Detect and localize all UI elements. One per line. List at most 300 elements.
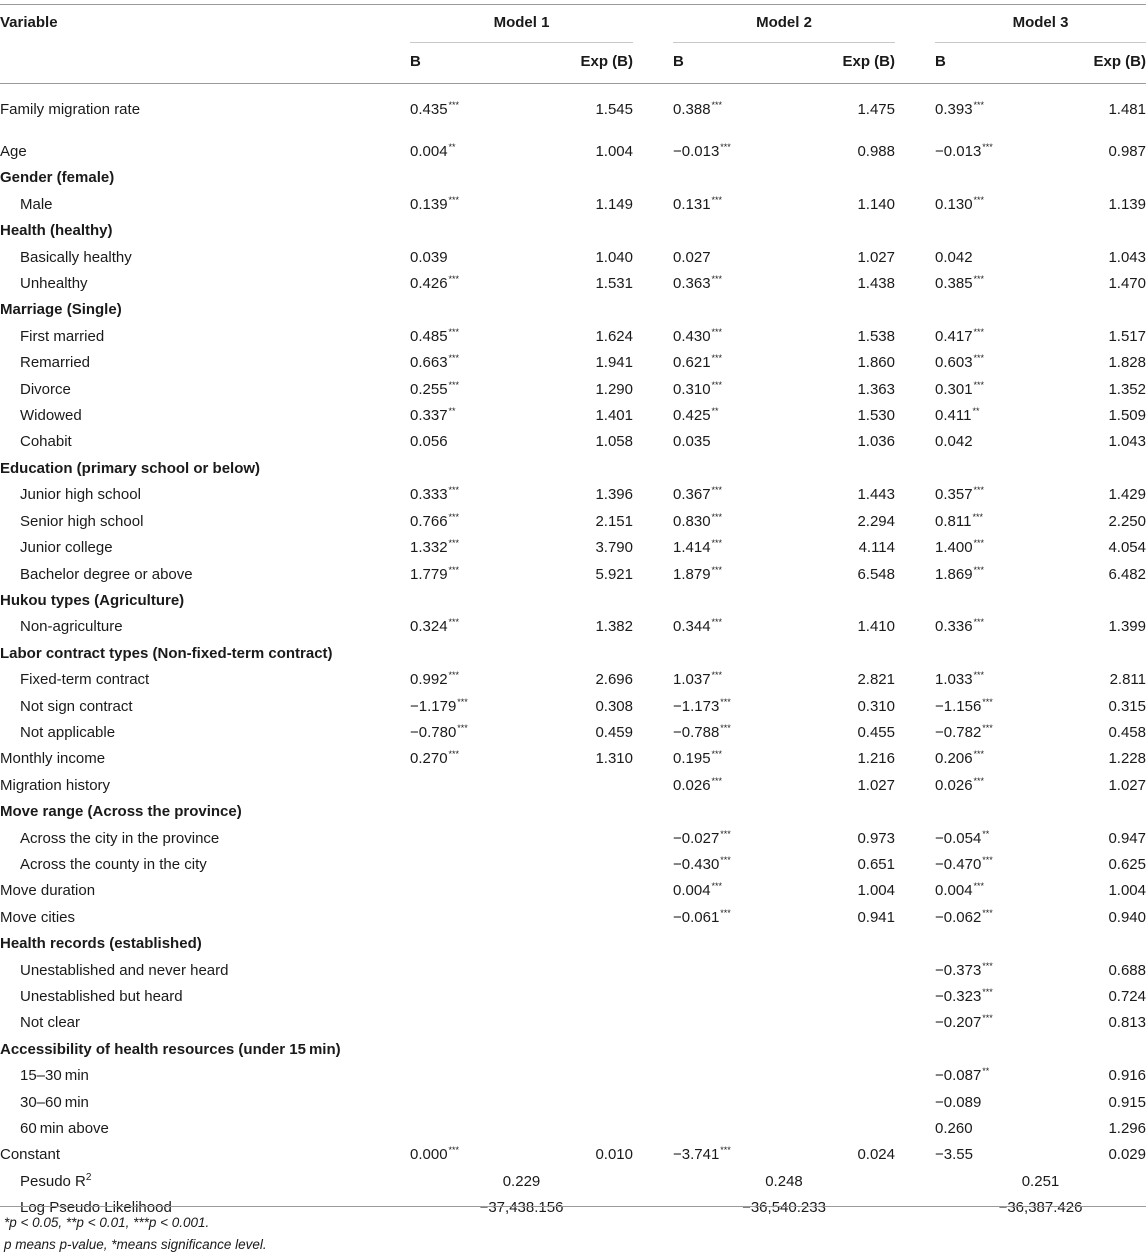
odds-ratio-value: 1.027 <box>857 248 895 266</box>
significance-stars: ** <box>982 1066 990 1077</box>
group-header-row <box>0 1037 1146 1063</box>
variable-label: Junior college <box>20 539 113 557</box>
model-1-exp-cell <box>540 377 633 403</box>
coefficient-value: 0.004 <box>410 143 448 160</box>
odds-ratio-value: 1.624 <box>595 327 633 345</box>
table-row <box>0 694 1146 720</box>
coefficient-value: 1.414 <box>673 539 711 557</box>
significance-stars: *** <box>448 353 460 364</box>
model-1-b-cell <box>410 588 540 614</box>
model-2-b-cell <box>673 1010 803 1036</box>
variable-label: Constant <box>0 1146 61 1164</box>
variable-label: Senior high school <box>20 512 144 530</box>
coefficient-value: −0.061 <box>673 908 720 926</box>
model-1-b-cell <box>410 773 540 799</box>
variable-label: Basically healthy <box>20 248 132 266</box>
model-1-exp-cell <box>540 984 633 1010</box>
table-row <box>0 826 1146 852</box>
model-3-exp-cell <box>1065 377 1146 403</box>
variable-label: Cohabit <box>20 433 72 451</box>
model-2-b-cell <box>673 429 803 455</box>
significance-stars: *** <box>711 775 723 786</box>
model-1-exp-cell <box>540 694 633 720</box>
model-3-b-cell <box>935 799 1065 825</box>
model-3-exp-cell <box>1065 614 1146 640</box>
model-2-b-cell <box>673 799 803 825</box>
group-label: Marriage (Single) <box>0 301 122 319</box>
coefficient-value: −0.373 <box>935 961 982 979</box>
odds-ratio-value: 1.139 <box>1108 195 1146 213</box>
model-2-exp-cell <box>803 562 895 588</box>
model-2-exp-cell <box>803 588 895 614</box>
significance-stars: *** <box>711 670 723 681</box>
significance-stars: *** <box>720 696 731 707</box>
significance-stars: *** <box>448 379 460 390</box>
regression-table <box>0 4 1146 1222</box>
table-row <box>0 878 1146 904</box>
footnote-meaning: p means p-value, *means significance level. <box>4 1237 267 1252</box>
coefficient-value: 0.026 <box>935 776 973 794</box>
significance-stars: *** <box>448 100 460 110</box>
significance-stars: *** <box>973 379 985 390</box>
odds-ratio-value: 1.296 <box>1108 1120 1146 1138</box>
model-2-b-cell <box>673 1037 803 1063</box>
significance-stars: *** <box>973 100 985 110</box>
coefficient-value: 0.363 <box>673 275 711 293</box>
coefficient-value: 1.033 <box>935 671 973 689</box>
model-2-exp-cell <box>803 1037 895 1063</box>
model-3-exp-cell <box>1065 324 1146 350</box>
table-row <box>0 1010 1146 1036</box>
odds-ratio-value: 1.438 <box>857 275 895 293</box>
odds-ratio-value: 0.973 <box>857 829 895 847</box>
model-1-b-cell <box>410 641 540 667</box>
model-3-exp-cell <box>1065 1010 1146 1036</box>
variable-label: 60 min above <box>20 1120 109 1138</box>
variable-label: Unestablished and never heard <box>20 961 229 979</box>
significance-stars: *** <box>711 749 723 760</box>
model-1-exp-cell <box>540 1116 633 1142</box>
model-3-exp-header: Exp (B) <box>1065 43 1146 82</box>
odds-ratio-value: 1.530 <box>857 407 895 425</box>
coefficient-value: 0.035 <box>673 433 711 451</box>
odds-ratio-value: 1.140 <box>857 195 895 213</box>
coefficient-value: 1.400 <box>935 539 973 557</box>
footnote-significance: *p < 0.05, **p < 0.01, ***p < 0.001. <box>4 1215 210 1230</box>
model-1-exp-cell <box>540 905 633 931</box>
model-2-b-cell <box>673 878 803 904</box>
model-2-exp-cell <box>803 694 895 720</box>
model-3-b-cell <box>935 720 1065 746</box>
model-header-row <box>0 4 1146 43</box>
model-1-b-cell <box>410 852 540 878</box>
significance-stars: *** <box>972 511 983 522</box>
table-row <box>0 1063 1146 1089</box>
fit-label-text: Pesudo R <box>20 1172 86 1190</box>
coefficient-value: 0.385 <box>935 275 973 293</box>
model-3-exp-cell <box>1065 429 1146 455</box>
coefficient-value: −0.207 <box>935 1014 982 1032</box>
model-3-exp-cell <box>1065 1090 1146 1116</box>
model-1-exp-cell <box>540 245 633 271</box>
model-2-exp-cell <box>803 931 895 957</box>
significance-stars: *** <box>711 326 723 337</box>
model-3-exp-cell <box>1065 271 1146 297</box>
model-2-b-cell <box>673 297 803 323</box>
odds-ratio-value: 1.004 <box>595 143 633 160</box>
model-1-b-cell <box>410 456 540 482</box>
significance-stars: ** <box>972 406 980 417</box>
model-1-exp-cell <box>540 1063 633 1089</box>
fit-label-superscript: 2 <box>85 1171 92 1183</box>
model-3-exp-cell <box>1065 641 1146 667</box>
model-3-exp-cell <box>1065 1037 1146 1063</box>
model-1-b-cell <box>410 297 540 323</box>
significance-stars: *** <box>982 696 993 707</box>
group-label: Health (healthy) <box>0 222 113 240</box>
model-fit-row <box>0 1169 1146 1195</box>
significance-stars: *** <box>448 485 460 496</box>
model-1-b-cell <box>410 165 540 191</box>
significance-stars: *** <box>711 511 723 522</box>
group-header-row <box>0 588 1146 614</box>
model-2-b-cell <box>673 245 803 271</box>
model-2-exp-cell <box>803 81 895 139</box>
coefficient-value: −1.179 <box>410 697 457 715</box>
variable-label: Fixed-term contract <box>20 671 150 689</box>
model-1-exp-cell <box>540 720 633 746</box>
model-3-exp-cell <box>1065 350 1146 376</box>
variable-header: Variable <box>0 14 58 32</box>
model-2-exp-cell <box>803 377 895 403</box>
model-3-b-cell <box>935 667 1065 693</box>
odds-ratio-value: 6.482 <box>1108 565 1146 583</box>
odds-ratio-value: 0.987 <box>1108 143 1146 160</box>
coefficient-value: 0.004 <box>673 882 711 900</box>
model-3-exp-cell <box>1065 826 1146 852</box>
model-3-b-cell <box>935 1010 1065 1036</box>
odds-ratio-value: 1.058 <box>595 433 633 451</box>
coefficient-value: 0.337 <box>410 407 448 425</box>
odds-ratio-value: 1.027 <box>857 776 895 794</box>
coefficient-value: 0.255 <box>410 380 448 398</box>
table-row <box>0 614 1146 640</box>
coefficient-value: 1.779 <box>410 565 448 583</box>
coefficient-value: 0.663 <box>410 354 448 372</box>
model-1-exp-cell <box>540 456 633 482</box>
model-2-exp-cell <box>803 852 895 878</box>
model-2-b-cell <box>673 641 803 667</box>
model-2-b-cell <box>673 1116 803 1142</box>
model-1-b-cell <box>410 403 540 429</box>
significance-stars: *** <box>711 538 723 549</box>
table-row <box>0 1142 1146 1168</box>
significance-stars: *** <box>711 564 723 575</box>
coefficient-value: 0.992 <box>410 671 448 689</box>
odds-ratio-value: 1.352 <box>1108 380 1146 398</box>
significance-stars: *** <box>720 854 731 865</box>
odds-ratio-value: 0.310 <box>857 697 895 715</box>
odds-ratio-value: 1.410 <box>857 618 895 636</box>
table-row <box>0 482 1146 508</box>
model-1-b-cell <box>410 562 540 588</box>
odds-ratio-value: 0.724 <box>1108 988 1146 1005</box>
odds-ratio-value: 0.813 <box>1108 1014 1146 1032</box>
model-3-fit-value: −36,387.426 <box>998 1199 1083 1217</box>
significance-stars: *** <box>448 564 460 575</box>
coefficient-value: 0.425 <box>673 407 711 425</box>
model-2-b-cell <box>673 192 803 218</box>
model-1-exp-cell <box>540 271 633 297</box>
coefficient-value: 0.131 <box>673 195 711 213</box>
group-header-row <box>0 931 1146 957</box>
bottom-rule <box>0 1206 1146 1207</box>
significance-stars: *** <box>973 274 985 285</box>
fit-label-text: Log Pseudo Likelihood <box>20 1199 172 1217</box>
model-2-b-cell <box>673 403 803 429</box>
table-row <box>0 192 1146 218</box>
model-2-exp-cell <box>803 297 895 323</box>
model-3-exp-cell <box>1065 562 1146 588</box>
model-1-b-cell <box>410 81 540 139</box>
coefficient-value: 0.417 <box>935 327 973 345</box>
model-3-exp-cell <box>1065 588 1146 614</box>
model-3-exp-cell <box>1065 509 1146 535</box>
odds-ratio-value: 6.548 <box>857 565 895 583</box>
odds-ratio-value: 0.916 <box>1108 1067 1146 1085</box>
variable-label: Not clear <box>20 1014 81 1032</box>
coefficient-value: 0.336 <box>935 618 973 636</box>
model-2-exp-cell <box>803 826 895 852</box>
model-3-exp-cell <box>1065 218 1146 244</box>
odds-ratio-value: 1.828 <box>1108 354 1146 372</box>
coefficient-value: 0.027 <box>673 248 711 266</box>
odds-ratio-value: 1.310 <box>595 750 633 768</box>
model-2-b-cell <box>673 509 803 535</box>
coefficient-value: −1.156 <box>935 697 982 715</box>
model-3-exp-cell <box>1065 720 1146 746</box>
model-3-b-cell <box>935 535 1065 561</box>
model-2-exp-cell <box>803 482 895 508</box>
variable-label: First married <box>20 327 105 345</box>
model-3-b-cell <box>935 773 1065 799</box>
model-1-b-cell <box>410 1037 540 1063</box>
model-3-b-cell <box>935 456 1065 482</box>
model-3-b-cell <box>935 826 1065 852</box>
coefficient-value: 0.270 <box>410 750 448 768</box>
odds-ratio-value: 1.475 <box>857 101 895 118</box>
odds-ratio-value: 0.308 <box>595 697 633 715</box>
column-header-row <box>0 43 1146 82</box>
odds-ratio-value: 1.004 <box>1108 882 1146 900</box>
model-1-exp-cell <box>540 746 633 772</box>
model-2-exp-cell <box>803 192 895 218</box>
model-1-b-cell <box>410 931 540 957</box>
odds-ratio-value: 1.470 <box>1108 275 1146 293</box>
model-1-b-cell <box>410 429 540 455</box>
model-2-exp-cell <box>803 271 895 297</box>
model-3-exp-cell <box>1065 482 1146 508</box>
odds-ratio-value: 1.290 <box>595 380 633 398</box>
model-1-exp-cell <box>540 1010 633 1036</box>
table-row <box>0 245 1146 271</box>
model-3-b-cell <box>935 192 1065 218</box>
significance-stars: *** <box>448 511 460 522</box>
variable-label: Widowed <box>20 407 82 425</box>
significance-stars: *** <box>720 142 731 152</box>
model-3-exp-cell <box>1065 403 1146 429</box>
odds-ratio-value: 1.363 <box>857 380 895 398</box>
model-1-b-cell <box>410 984 540 1010</box>
model-1-exp-cell <box>540 297 633 323</box>
significance-stars: *** <box>711 274 723 285</box>
odds-ratio-value: 4.114 <box>858 539 895 557</box>
coefficient-value: 0.367 <box>673 486 711 504</box>
model-2-b-cell <box>673 852 803 878</box>
odds-ratio-value: 0.010 <box>595 1146 633 1164</box>
coefficient-value: −0.782 <box>935 723 982 741</box>
model-2-exp-cell <box>803 456 895 482</box>
table-row <box>0 535 1146 561</box>
coefficient-value: 0.485 <box>410 327 448 345</box>
significance-stars: *** <box>711 379 723 390</box>
coefficient-value: −0.430 <box>673 855 720 873</box>
model-3-exp-cell <box>1065 773 1146 799</box>
variable-label: Move cities <box>0 908 76 926</box>
model-1-fit-value: −37,438.156 <box>479 1199 564 1217</box>
odds-ratio-value: 2.821 <box>857 671 895 689</box>
model-3-b-header: B <box>935 43 1065 82</box>
odds-ratio-value: 1.040 <box>595 248 633 266</box>
odds-ratio-value: 1.538 <box>857 327 895 345</box>
significance-stars: *** <box>982 907 993 918</box>
variable-label: Monthly income <box>0 750 106 768</box>
coefficient-value: 0.357 <box>935 486 973 504</box>
odds-ratio-value: 1.443 <box>857 486 895 504</box>
significance-stars: *** <box>720 907 731 918</box>
odds-ratio-value: 0.941 <box>857 908 895 926</box>
model-3-b-cell <box>935 429 1065 455</box>
odds-ratio-value: 1.429 <box>1108 486 1146 504</box>
coefficient-value: 0.324 <box>410 618 448 636</box>
model-3-exp-cell <box>1065 878 1146 904</box>
model-2-exp-cell <box>803 720 895 746</box>
table-row <box>0 271 1146 297</box>
model-2-exp-cell <box>803 878 895 904</box>
coefficient-value: 0.830 <box>673 512 711 530</box>
model-2-exp-cell <box>803 535 895 561</box>
table-row <box>0 852 1146 878</box>
group-label: Hukou types (Agriculture) <box>0 591 185 609</box>
significance-stars: *** <box>448 1145 460 1156</box>
model-2-b-cell <box>673 720 803 746</box>
model-2-b-cell <box>673 1142 803 1168</box>
coefficient-value: −0.089 <box>935 1093 982 1111</box>
model-1-exp-cell <box>540 165 633 191</box>
model-2-b-cell <box>673 588 803 614</box>
odds-ratio-value: 1.228 <box>1108 750 1146 768</box>
model-3-exp-cell <box>1065 245 1146 271</box>
coefficient-value: 1.037 <box>673 671 711 689</box>
coefficient-value: 0.139 <box>410 195 448 213</box>
model-3-exp-cell <box>1065 1063 1146 1089</box>
coefficient-value: 0.206 <box>935 750 973 768</box>
model-3-exp-cell <box>1065 667 1146 693</box>
model-3-b-cell <box>935 905 1065 931</box>
model-2-header: Model 2 <box>756 14 812 31</box>
table-row <box>0 720 1146 746</box>
odds-ratio-value: 0.625 <box>1108 855 1146 873</box>
significance-stars: *** <box>711 881 723 892</box>
coefficient-value: −3.741 <box>673 1146 720 1164</box>
significance-stars: *** <box>711 194 723 205</box>
model-2-exp-cell <box>803 350 895 376</box>
group-label: Labor contract types (Non-fixed-term contract) <box>0 644 333 662</box>
odds-ratio-value: 1.216 <box>857 750 895 768</box>
model-1-b-cell <box>410 271 540 297</box>
table-row <box>0 377 1146 403</box>
model-3-b-cell <box>935 377 1065 403</box>
table-row <box>0 746 1146 772</box>
coefficient-value: 0.130 <box>935 195 973 213</box>
table-row <box>0 509 1146 535</box>
model-2-exp-cell <box>803 958 895 984</box>
coefficient-value: 0.603 <box>935 354 973 372</box>
model-2-exp-cell <box>803 139 895 165</box>
coefficient-value: 0.056 <box>410 433 448 451</box>
model-3-exp-cell <box>1065 81 1146 139</box>
model-1-exp-cell <box>540 81 633 139</box>
variable-label: Bachelor degree or above <box>20 565 193 583</box>
model-2-exp-cell <box>803 324 895 350</box>
significance-stars: *** <box>973 881 985 892</box>
fit-label <box>0 1169 410 1195</box>
coefficient-value: 0.260 <box>935 1120 973 1138</box>
significance-stars: *** <box>720 828 731 839</box>
model-2-b-cell <box>673 562 803 588</box>
model-3-b-cell <box>935 562 1065 588</box>
coefficient-value: −0.027 <box>673 829 720 847</box>
significance-stars: ** <box>982 828 990 839</box>
model-2-exp-cell <box>803 773 895 799</box>
model-1-b-cell <box>410 667 540 693</box>
coefficient-value: 0.000 <box>410 1146 448 1164</box>
variable-label: Across the county in the city <box>20 855 207 873</box>
significance-stars: ** <box>711 406 719 417</box>
coefficient-value: 0.310 <box>673 380 711 398</box>
model-3-exp-cell <box>1065 694 1146 720</box>
model-3-exp-cell <box>1065 799 1146 825</box>
significance-stars: *** <box>448 274 460 285</box>
model-1-exp-cell <box>540 535 633 561</box>
variable-label: 15–30 min <box>20 1067 89 1085</box>
coefficient-value: −0.470 <box>935 855 982 873</box>
odds-ratio-value: 1.036 <box>857 433 895 451</box>
model-3-b-cell <box>935 139 1065 165</box>
odds-ratio-value: 0.315 <box>1108 697 1146 715</box>
model-3-b-cell <box>935 271 1065 297</box>
odds-ratio-value: 1.531 <box>595 275 633 293</box>
significance-stars: *** <box>973 564 985 575</box>
model-3-exp-cell <box>1065 192 1146 218</box>
model-2-b-cell <box>673 165 803 191</box>
coefficient-value: 0.042 <box>935 248 973 266</box>
model-2-b-cell <box>673 826 803 852</box>
variable-label: Move duration <box>0 882 96 900</box>
variable-label: Male <box>20 195 53 213</box>
model-1-b-cell <box>410 509 540 535</box>
model-3-b-cell <box>935 614 1065 640</box>
